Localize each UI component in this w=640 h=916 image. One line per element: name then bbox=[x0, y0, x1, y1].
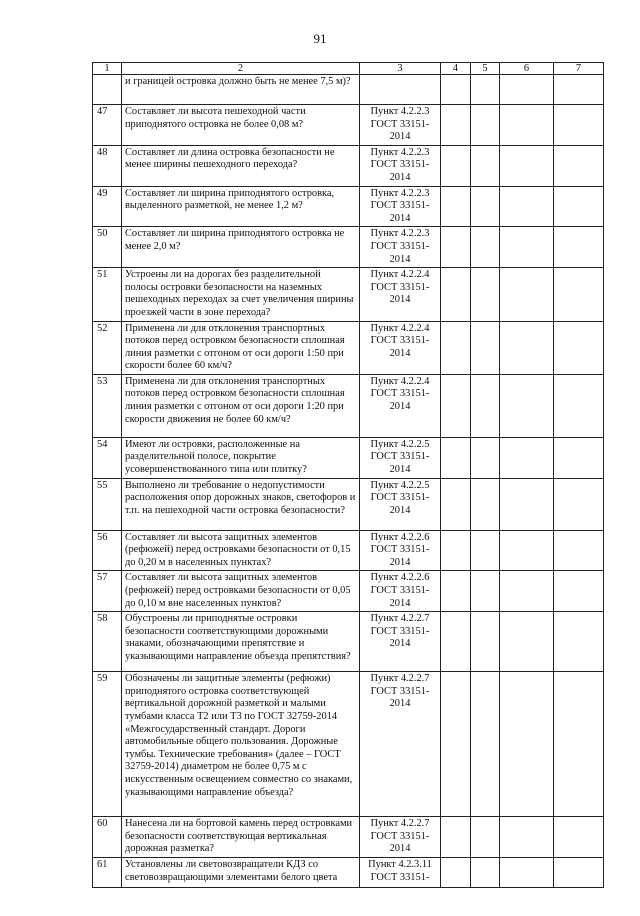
answer-cell-4 bbox=[441, 186, 471, 227]
table-row bbox=[93, 672, 604, 817]
answer-cell-5 bbox=[471, 530, 500, 571]
answer-cell-5 bbox=[471, 858, 500, 888]
answer-cell-5 bbox=[471, 75, 500, 105]
row-number: 60 bbox=[93, 817, 122, 858]
answer-cell-4 bbox=[441, 478, 471, 530]
table-row bbox=[93, 321, 604, 374]
row-number bbox=[93, 75, 122, 105]
header-cell: 1 bbox=[93, 63, 122, 75]
question-text: Составляет ли высота защитных элементов (рефюжей) перед островками безопасности от 0,15 до 0,20 м в населенных пунктах? bbox=[122, 530, 360, 571]
answer-cell-4 bbox=[441, 817, 471, 858]
answer-cell-6 bbox=[500, 75, 554, 105]
answer-cell-6 bbox=[500, 105, 554, 146]
question-text: Имеют ли островки, расположенные на разделительной полосе, покрытие усовершенствованного типа или плитку? bbox=[122, 437, 360, 478]
answer-cell-7 bbox=[554, 186, 604, 227]
answer-cell-7 bbox=[554, 268, 604, 321]
answer-cell-7 bbox=[554, 75, 604, 105]
answer-cell-6 bbox=[500, 145, 554, 186]
table-row bbox=[93, 374, 604, 437]
header-cell: 4 bbox=[441, 63, 471, 75]
question-text: Установлены ли световозвращатели КДЗ со световозвращающими элементами белого цвета bbox=[122, 858, 360, 888]
table-row bbox=[93, 612, 604, 672]
reference-text: Пункт 4.2.2.3 ГОСТ 33151-2014 bbox=[360, 105, 441, 146]
answer-cell-4 bbox=[441, 268, 471, 321]
reference-text: Пункт 4.2.2.3 ГОСТ 33151-2014 bbox=[360, 145, 441, 186]
question-text: и границей островка должно быть не менее 7,5 м)? bbox=[122, 75, 360, 105]
reference-text: Пункт 4.2.2.6 ГОСТ 33151-2014 bbox=[360, 571, 441, 612]
row-number: 61 bbox=[93, 858, 122, 888]
answer-cell-4 bbox=[441, 672, 471, 817]
answer-cell-6 bbox=[500, 672, 554, 817]
table-row bbox=[93, 817, 604, 858]
answer-cell-4 bbox=[441, 374, 471, 437]
answer-cell-6 bbox=[500, 530, 554, 571]
question-text: Обозначены ли защитные элементы (рефюжи) приподнятого островка соответствующей вертикальной дорожной разметкой и малыми тумбами класса Т2 или Т3 по ГОСТ 32759-2014 «Межгосударственный стандарт. Дороги автомобильные общего пользования. Дорожные тумбы. Технические требования» (далее – ГОСТ 32759-2014) диаметром не более 0,75 м с искусственным освещением совместно со знаками, указывающими направление объезда? bbox=[122, 672, 360, 817]
header-cell: 5 bbox=[471, 63, 500, 75]
answer-cell-7 bbox=[554, 145, 604, 186]
answer-cell-7 bbox=[554, 321, 604, 374]
table-row bbox=[93, 105, 604, 146]
answer-cell-7 bbox=[554, 672, 604, 817]
answer-cell-4 bbox=[441, 437, 471, 478]
answer-cell-7 bbox=[554, 817, 604, 858]
answer-cell-6 bbox=[500, 858, 554, 888]
answer-cell-7 bbox=[554, 858, 604, 888]
answer-cell-4 bbox=[441, 530, 471, 571]
answer-cell-5 bbox=[471, 571, 500, 612]
question-text: Составляет ли ширина приподнятого островка, выделенного разметкой, не менее 1,2 м? bbox=[122, 186, 360, 227]
question-text: Выполнено ли требование о недопустимости расположения опор дорожных знаков, светофоров и т.п. на пешеходной части островка безопасности? bbox=[122, 478, 360, 530]
answer-cell-4 bbox=[441, 321, 471, 374]
answer-cell-5 bbox=[471, 186, 500, 227]
answer-cell-7 bbox=[554, 478, 604, 530]
row-number: 48 bbox=[93, 145, 122, 186]
answer-cell-6 bbox=[500, 612, 554, 672]
answer-cell-6 bbox=[500, 227, 554, 268]
answer-cell-4 bbox=[441, 145, 471, 186]
answer-cell-4 bbox=[441, 858, 471, 888]
answer-cell-5 bbox=[471, 672, 500, 817]
header-cell: 2 bbox=[122, 63, 360, 75]
answer-cell-7 bbox=[554, 105, 604, 146]
reference-text: Пункт 4.2.2.3 ГОСТ 33151-2014 bbox=[360, 227, 441, 268]
row-number: 47 bbox=[93, 105, 122, 146]
question-text: Составляет ли высота защитных элементов (рефюжей) перед островками безопасности от 0,05 до 0,10 м вне населенных пунктов? bbox=[122, 571, 360, 612]
answer-cell-5 bbox=[471, 145, 500, 186]
header-cell: 7 bbox=[554, 63, 604, 75]
answer-cell-4 bbox=[441, 612, 471, 672]
answer-cell-6 bbox=[500, 478, 554, 530]
question-text: Применена ли для отклонения транспортных потоков перед островком безопасности сплошная линия разметки с отгоном от оси дороги 1:20 при скорости движения не более 60 км/ч? bbox=[122, 374, 360, 437]
table-row bbox=[93, 478, 604, 530]
table-row bbox=[93, 75, 604, 105]
reference-text: Пункт 4.2.2.5 ГОСТ 33151-2014 bbox=[360, 478, 441, 530]
row-number: 52 bbox=[93, 321, 122, 374]
answer-cell-7 bbox=[554, 227, 604, 268]
table-row bbox=[93, 227, 604, 268]
answer-cell-5 bbox=[471, 817, 500, 858]
reference-text: Пункт 4.2.2.4 ГОСТ 33151-2014 bbox=[360, 321, 441, 374]
answer-cell-5 bbox=[471, 612, 500, 672]
reference-text: Пункт 4.2.2.4 ГОСТ 33151-2014 bbox=[360, 374, 441, 437]
table-row bbox=[93, 571, 604, 612]
answer-cell-7 bbox=[554, 530, 604, 571]
row-number: 59 bbox=[93, 672, 122, 817]
row-number: 51 bbox=[93, 268, 122, 321]
table-row bbox=[93, 858, 604, 888]
table-row bbox=[93, 145, 604, 186]
answer-cell-5 bbox=[471, 374, 500, 437]
page-number: 91 bbox=[313, 31, 327, 46]
answer-cell-6 bbox=[500, 817, 554, 858]
row-number: 58 bbox=[93, 612, 122, 672]
reference-text: Пункт 4.2.2.7 ГОСТ 33151-2014 bbox=[360, 672, 441, 817]
question-text: Устроены ли на дорогах без разделительной полосы островки безопасности на наземных пешеходных переходах за счет увеличения ширины проезжей части в зоне перехода? bbox=[122, 268, 360, 321]
answer-cell-6 bbox=[500, 186, 554, 227]
answer-cell-4 bbox=[441, 227, 471, 268]
reference-text: Пункт 4.2.2.7 ГОСТ 33151-2014 bbox=[360, 817, 441, 858]
reference-text bbox=[360, 75, 441, 105]
row-number: 57 bbox=[93, 571, 122, 612]
answer-cell-5 bbox=[471, 105, 500, 146]
question-text: Составляет ли ширина приподнятого островка не менее 2,0 м? bbox=[122, 227, 360, 268]
reference-text: Пункт 4.2.2.4 ГОСТ 33151-2014 bbox=[360, 268, 441, 321]
row-number: 56 bbox=[93, 530, 122, 571]
row-number: 49 bbox=[93, 186, 122, 227]
row-number: 50 bbox=[93, 227, 122, 268]
answer-cell-7 bbox=[554, 374, 604, 437]
table-row bbox=[93, 268, 604, 321]
row-number: 53 bbox=[93, 374, 122, 437]
question-text: Обустроены ли приподнятые островки безопасности соответствующими дорожными знаками, обозначающими препятствие и указывающими направление объезда препятствия? bbox=[122, 612, 360, 672]
question-text: Применена ли для отклонения транспортных потоков перед островком безопасности сплошная линия разметки с отгоном от оси дороги 1:50 при скорости более 60 км/ч? bbox=[122, 321, 360, 374]
reference-text: Пункт 4.2.2.6 ГОСТ 33151-2014 bbox=[360, 530, 441, 571]
table-row bbox=[93, 186, 604, 227]
question-text: Нанесена ли на бортовой камень перед островками безопасности соответствующая вертикальная дорожная разметка? bbox=[122, 817, 360, 858]
answer-cell-7 bbox=[554, 571, 604, 612]
answer-cell-5 bbox=[471, 478, 500, 530]
answer-cell-5 bbox=[471, 227, 500, 268]
answer-cell-4 bbox=[441, 105, 471, 146]
answer-cell-7 bbox=[554, 612, 604, 672]
question-text: Составляет ли высота пешеходной части приподнятого островка не более 0,08 м? bbox=[122, 105, 360, 146]
question-text: Составляет ли длина островка безопасности не менее ширины пешеходного перехода? bbox=[122, 145, 360, 186]
reference-text: Пункт 4.2.3.11 ГОСТ 33151- bbox=[360, 858, 441, 888]
answer-cell-6 bbox=[500, 374, 554, 437]
answer-cell-6 bbox=[500, 571, 554, 612]
answer-cell-5 bbox=[471, 437, 500, 478]
table-row bbox=[93, 530, 604, 571]
answer-cell-4 bbox=[441, 75, 471, 105]
answer-cell-6 bbox=[500, 437, 554, 478]
header-cell: 6 bbox=[500, 63, 554, 75]
table-row bbox=[93, 437, 604, 478]
row-number: 55 bbox=[93, 478, 122, 530]
row-number: 54 bbox=[93, 437, 122, 478]
reference-text: Пункт 4.2.2.3 ГОСТ 33151-2014 bbox=[360, 186, 441, 227]
answer-cell-6 bbox=[500, 268, 554, 321]
answer-cell-4 bbox=[441, 571, 471, 612]
answer-cell-5 bbox=[471, 321, 500, 374]
answer-cell-5 bbox=[471, 268, 500, 321]
checklist-table bbox=[92, 62, 604, 888]
table-header-row bbox=[93, 63, 604, 75]
header-cell: 3 bbox=[360, 63, 441, 75]
reference-text: Пункт 4.2.2.7 ГОСТ 33151-2014 bbox=[360, 612, 441, 672]
answer-cell-6 bbox=[500, 321, 554, 374]
reference-text: Пункт 4.2.2.5 ГОСТ 33151-2014 bbox=[360, 437, 441, 478]
answer-cell-7 bbox=[554, 437, 604, 478]
